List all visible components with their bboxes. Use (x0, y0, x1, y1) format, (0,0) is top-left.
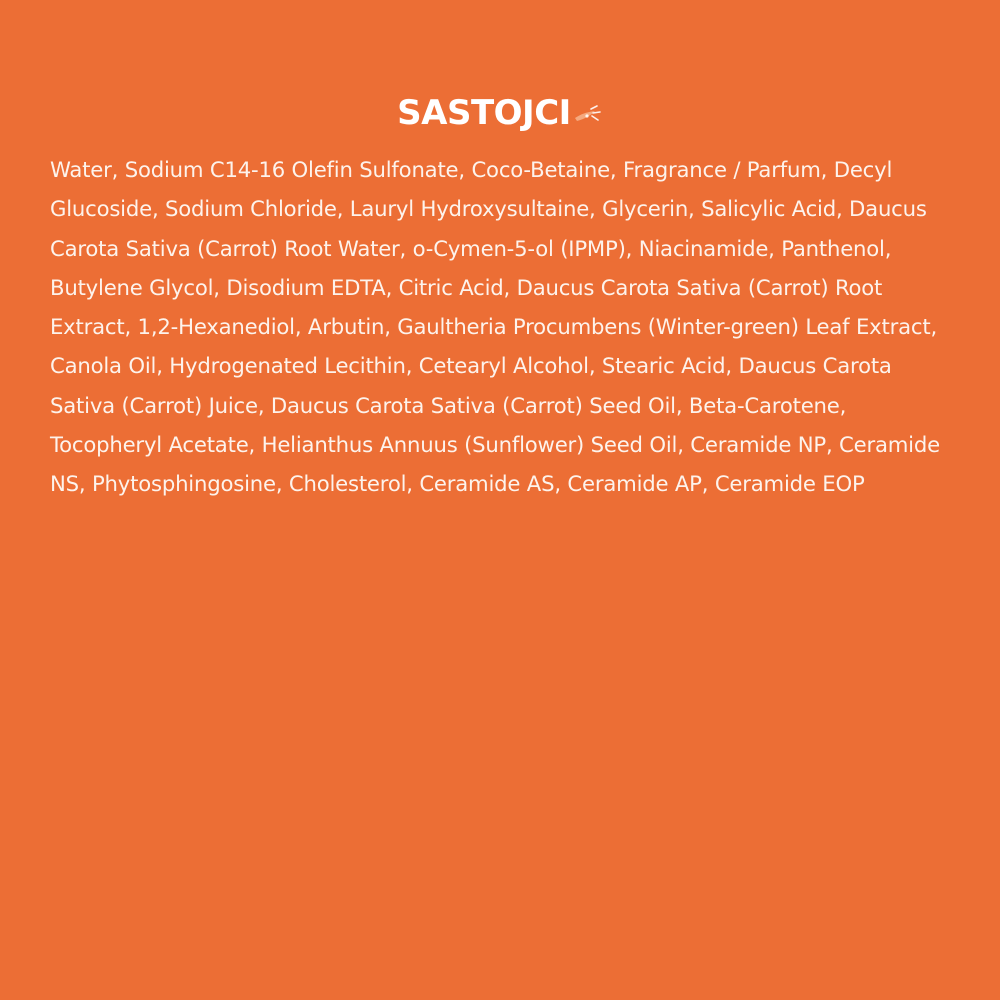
ingredients-list: Water, Sodium C14-16 Olefin Sulfonate, Coco-Betaine, Fragrance / Parfum, Decyl Glucoside, Sodium Chloride, Lauryl Hydroxysultaine, Glycerin, Salicylic Acid, Daucus Carota Sativa (Carrot) Root Water, o-Cymen-5-ol (IPMP), Niacinamide, Panthenol, Butylene Glycol, Disodium EDTA, Citric Acid, Daucus Carota Sativa (Carrot) Root Extract, 1,2-Hexanediol, Arbutin, Gaultheria Procumbens (Winter-green) Leaf Extract, Canola Oil, Hydrogenated Lecithin, Cetearyl Alcohol, Stearic Acid, Daucus Carota Sativa (Carrot) Juice, Daucus Carota Sativa (Carrot) Seed Oil, Beta-Carotene, Tocopheryl Acetate, Helianthus Annuus (Sunflower) Seed Oil, Ceramide NP, Ceramide NS, Phytosphingosine, Cholesterol, Ceramide AS, Ceramide AP, Ceramide EOP (50, 157, 940, 497)
carrot-sparkle-icon (573, 104, 603, 126)
heading-group (397, 88, 603, 138)
heading-row (0, 88, 1000, 138)
page-title: SASTOJCI (397, 93, 571, 133)
